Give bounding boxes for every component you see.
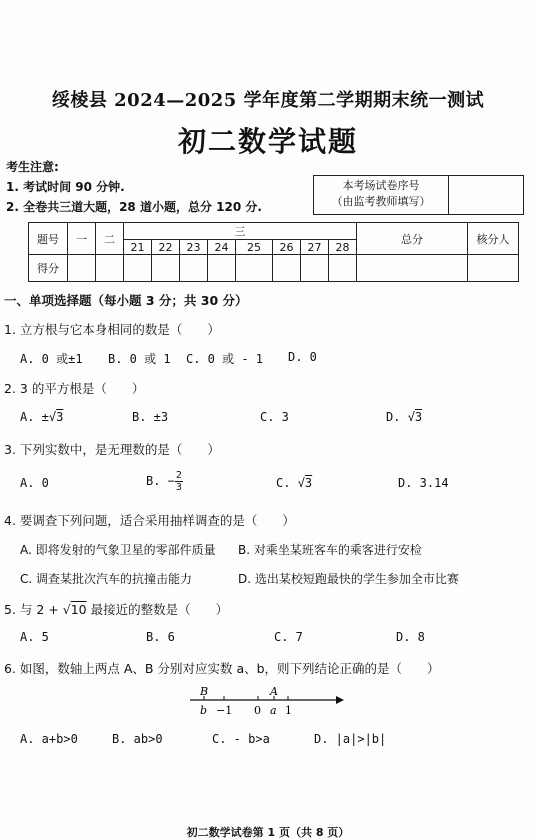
- q4-option-d: D. 选出某校短跑最快的学生参加全市比赛: [238, 572, 459, 586]
- col-q24: 24: [208, 240, 236, 255]
- q5-option-a: A. 5: [20, 630, 49, 644]
- q5-option-b: B. 6: [146, 630, 175, 644]
- col-q26: 26: [273, 240, 301, 255]
- q3-option-b: B. − $\frac{2}{3}$: [146, 470, 182, 493]
- q4-option-c: C. 调查某批次汽车的抗撞击能力: [20, 572, 193, 586]
- score-cell[interactable]: [180, 255, 208, 282]
- q2-option-c: C. 3: [260, 410, 289, 424]
- col-part-two: 二: [96, 223, 124, 255]
- score-cell[interactable]: [329, 255, 357, 282]
- q3-option-c: C. √3: [276, 476, 313, 490]
- exam-title: 绥棱县 2024—2025 学年度第二学期期末统一测试: [51, 90, 485, 111]
- col-part-one: 一: [68, 223, 96, 255]
- score-cell[interactable]: [124, 255, 152, 282]
- q1-option-d: D. 0: [288, 350, 317, 364]
- question-2-stem: 2. 3 的平方根是（ ）: [4, 381, 145, 396]
- tick-label-one: 1: [285, 704, 292, 717]
- q6-option-b: B. ab>0: [112, 732, 163, 746]
- score-cell[interactable]: [152, 255, 180, 282]
- point-label-b: B: [200, 685, 209, 698]
- notes-line-1: 1. 考试时间 90 分钟.: [6, 180, 125, 194]
- col-checker: 核分人: [468, 223, 519, 255]
- question-1-stem: 1. 立方根与它本身相同的数是（ ）: [4, 322, 220, 337]
- score-cell[interactable]: [96, 255, 124, 282]
- number-line-arrow-icon: [336, 696, 344, 704]
- score-cell[interactable]: [301, 255, 329, 282]
- q1-option-b: B. 0 或 1: [108, 352, 171, 366]
- q6-option-c: C. - b>a: [212, 732, 270, 746]
- notes-line-2: 2. 全卷共三道大题，28 道小题，总分 120 分.: [6, 200, 262, 214]
- q5-option-c: C. 7: [274, 630, 303, 644]
- q3-option-d: D. 3.14: [398, 476, 449, 490]
- exam-subtitle: 初二数学试题: [177, 125, 358, 158]
- q3-option-a: A. 0: [20, 476, 49, 490]
- question-3-stem: 3. 下列实数中，是无理数的是（ ）: [4, 442, 220, 457]
- score-cell[interactable]: [208, 255, 236, 282]
- score-cell-checker[interactable]: [468, 255, 519, 282]
- seat-number-field[interactable]: [449, 176, 523, 214]
- q2-option-a: A. ±√3: [20, 410, 64, 424]
- q1-option-a: A. 0 或±1: [20, 352, 83, 366]
- col-q22: 22: [152, 240, 180, 255]
- q6-option-d: D. |a|>|b|: [314, 732, 387, 746]
- q6-option-a: A. a+b>0: [20, 732, 78, 746]
- tick-label-minus-one: −1: [216, 704, 233, 717]
- question-4-stem: 4. 要调查下列问题，适合采用抽样调查的是（ ）: [4, 513, 295, 528]
- number-line-figure: [186, 684, 346, 720]
- tick-label-a: a: [270, 704, 277, 717]
- q2-option-b: B. ±3: [132, 410, 169, 424]
- q5-option-d: D. 8: [396, 630, 425, 644]
- col-q23: 23: [180, 240, 208, 255]
- question-6-stem: 6. 如图，数轴上两点 A、B 分别对应实数 a、b，则下列结论正确的是（ ）: [4, 661, 440, 676]
- col-q25: 25: [236, 240, 273, 255]
- q1-option-c: C. 0 或 - 1: [186, 352, 264, 366]
- section-heading: 一、单项选择题（每小题 3 分；共 30 分）: [4, 293, 248, 308]
- col-q27: 27: [301, 240, 329, 255]
- tick-label-b: b: [200, 704, 208, 717]
- notes-heading: 考生注意:: [6, 160, 59, 174]
- tick-label-zero: 0: [254, 704, 261, 717]
- point-label-a: A: [270, 685, 278, 698]
- seat-number-label: 本考场试卷序号 （由监考教师填写）: [314, 176, 449, 214]
- col-total: 总分: [357, 223, 468, 255]
- score-cell[interactable]: [236, 255, 273, 282]
- row-label-score: 得分: [29, 255, 68, 282]
- col-q21: 21: [124, 240, 152, 255]
- score-cell[interactable]: [68, 255, 96, 282]
- score-table: [28, 222, 519, 282]
- col-part-three: 三: [124, 223, 357, 240]
- score-cell-total[interactable]: [357, 255, 468, 282]
- q2-option-d: D. √3: [386, 410, 423, 424]
- question-5-stem: 5. 与 2 + √10 最接近的整数是（ ）: [4, 602, 229, 617]
- q4-option-b: B. 对乘坐某班客车的乘客进行安检: [238, 543, 422, 557]
- seat-number-box: [313, 175, 524, 215]
- score-cell[interactable]: [273, 255, 301, 282]
- q4-option-a: A. 即将发射的气象卫星的零部件质量: [20, 543, 216, 557]
- col-q28: 28: [329, 240, 357, 255]
- page-footer: 初二数学试卷第 1 页（共 8 页）: [186, 826, 350, 839]
- row-label-question: 题号: [29, 223, 68, 255]
